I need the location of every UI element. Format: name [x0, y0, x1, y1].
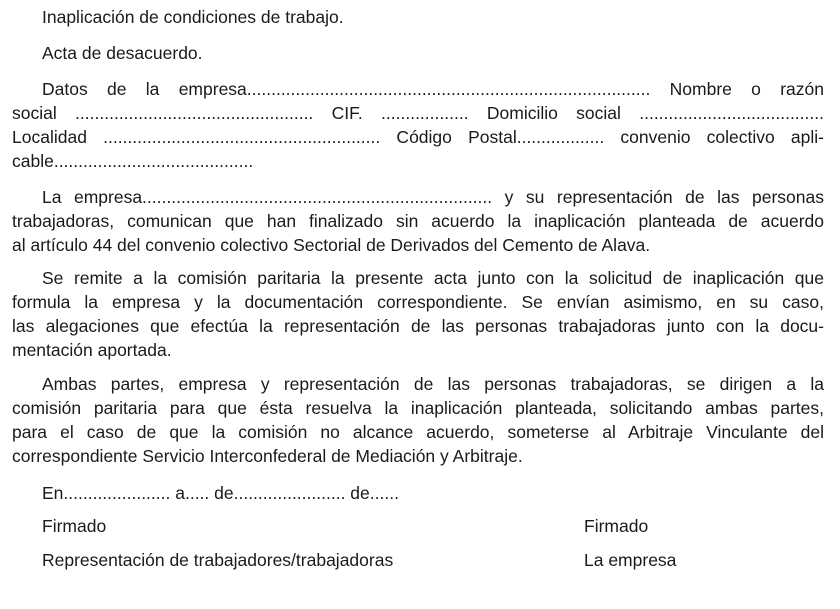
place-date-line: En...................... a..... de....................... de......: [42, 483, 399, 503]
paragraph-3-line-1: Ambas partes, empresa y representación de las personas trabajadoras, se dirigen a la: [42, 374, 824, 394]
company-data-line-3: Localidad ......................................................... Código Postal.................. convenio colectivo apli-: [12, 127, 824, 147]
paragraph-2-line-4: mentación aportada.: [12, 340, 172, 360]
signature-left-party: Representación de trabajadores/trabajadoras: [42, 550, 394, 570]
paragraph-3-line-2: comisión paritaria para que ésta resuelva la inaplicación planteada, solicitando ambas partes,: [12, 398, 824, 418]
signature-left-signed: Firmado: [42, 516, 107, 536]
signature-right-party: La empresa: [584, 550, 677, 570]
company-data-line-4: cable.........................................: [12, 151, 254, 171]
paragraph-2-line-1: Se remite a la comisión paritaria la presente acta junto con la solicitud de inaplicación que: [42, 268, 824, 288]
paragraph-1-line-3: al artículo 44 del convenio colectivo Sectorial de Derivados del Cemento de Alava.: [12, 235, 651, 255]
signature-right-signed: Firmado: [584, 516, 649, 536]
paragraph-2-line-2: formula la empresa y la documentación correspondiente. Se envían asimismo, en su caso,: [12, 292, 824, 312]
paragraph-1-line-2: trabajadoras, comunican que han finalizado sin acuerdo la inaplicación planteada de acuerdo: [12, 211, 824, 231]
paragraph-3-line-3: para el caso de que la comisión no alcance acuerdo, someterse al Arbitraje Vinculante del: [12, 422, 824, 442]
paragraph-1-line-1: La empresa........................................................................ y su representación de las personas: [42, 187, 824, 207]
document-title: Inaplicación de condiciones de trabajo.: [42, 7, 344, 27]
paragraph-3-line-4: correspondiente Servicio Interconfederal de Mediación y Arbitraje.: [12, 446, 523, 466]
company-data-line-1: Datos de la empresa................................................................................... Nombre o razón: [42, 79, 824, 99]
company-data-line-2: social ................................................. CIF. .................. Domicilio social ......................................: [12, 103, 824, 123]
document-subtitle: Acta de desacuerdo.: [42, 43, 203, 63]
paragraph-2-line-3: las alegaciones que efectúa la representación de las personas trabajadoras junto con la docu-: [12, 316, 824, 336]
